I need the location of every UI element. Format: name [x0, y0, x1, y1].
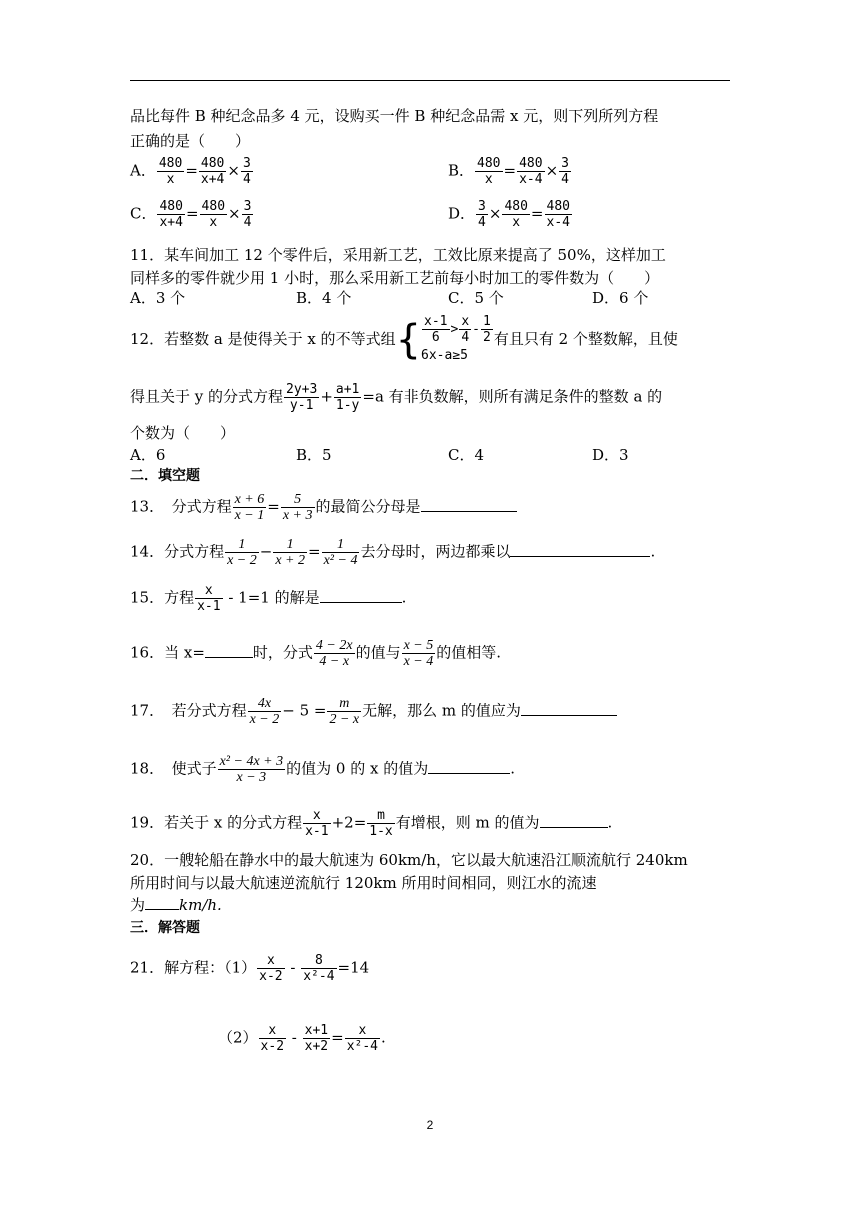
q10-line2: 正确的是（ ） [130, 132, 251, 150]
q15: 15．方程 $\frac{x}{x-1}$ - 1=1 的解是 . [130, 583, 407, 614]
q17: 17． 若分式方程 $\frac{4x}{x - 2}$ − 5 = $\frac{m}{2 - x}$ 无解，那么 m 的值应为 [130, 696, 617, 727]
q12-line1: 12．若整数 a 是使得关于 x 的不等式组{ $\frac{x-1}{6}$ > $\frac{x}{4}$ - $\frac{1}{2}$ 6x-a≥5 有且只有 2 个整数解，且使 [130, 310, 678, 368]
q21-part1: 21．解方程：（1） $\frac{x}{x-2}$ - $\frac{8}{\text{x²-4}}$ =14 [130, 953, 370, 984]
q12-option-b: B．5 [296, 446, 332, 464]
q10-option-b: B． $\frac{480}{x}$ = $\frac{480}{x-4}$ × $\frac{3}{4}$ [448, 156, 569, 187]
q16-answer-blank [205, 643, 253, 658]
section-fill-in-blank: 二．填空题 [130, 468, 200, 484]
q21-part2: （2） $\frac{x}{x-2}$ - $\frac{x+1}{x+2}$ = $\frac{x}{\text{x²-4}}$ . [218, 1023, 386, 1054]
q13-answer-blank [421, 497, 517, 512]
q11-option-d: D．6 个 [592, 289, 649, 307]
q18: 18． 使式子 $\frac{\text{x² − 4x + 3}}{x - 3}$ 的值为 0 的 x 的值为 . [130, 754, 515, 785]
header-rule [130, 80, 730, 81]
q11-option-b: B．4 个 [296, 289, 352, 307]
q12-line3: 个数为（ ） [130, 424, 236, 442]
q20-line2: 所用时间与以最大航速逆流航行 120km 所用时间相同，则江水的流速 [130, 874, 597, 892]
q15-answer-blank [320, 588, 402, 603]
q12-option-d: D．3 [592, 446, 629, 464]
q14-answer-blank [510, 542, 650, 557]
q12-option-c: C．4 [448, 446, 485, 464]
page-number: 2 [426, 1118, 434, 1132]
inequality-system: $\frac{x-1}{6}$ > $\frac{x}{4}$ - $\frac{1}{2}$ 6x-a≥5 [421, 313, 491, 363]
q10-option-a: A． $\frac{480}{x}$ = $\frac{480}{x+4}$ × $\frac{3}{4}$ [130, 156, 251, 187]
q11-line1: 11．某车间加工 12 个零件后，采用新工艺，工效比原来提高了 50%，这样加工 [130, 246, 666, 264]
q16: 16．当 x= 时，分式 $\frac{4 - 2x}{4 - x}$ 的值与 $\frac{x - 5}{x - 4}$ 的值相等. [130, 638, 502, 669]
q13: 13． 分式方程 $\frac{x + 6}{x - 1}$ = $\frac{5}{x + 3}$ 的最简公分母是 [130, 492, 517, 523]
q19-answer-blank [540, 813, 608, 828]
q11-option-c: C．5 个 [448, 289, 504, 307]
q19: 19．若关于 x 的分式方程 $\frac{x}{x-1}$ +2= $\frac{m}{1-x}$ 有增根，则 m 的值为 . [130, 808, 613, 839]
system-brace: { [395, 317, 422, 363]
section-solve: 三．解答题 [130, 920, 200, 936]
q10-line1: 品比每件 B 种纪念品多 4 元，设购买一件 B 种纪念品需 x 元，则下列所列方程 [130, 107, 659, 125]
q10-option-d: D． $\frac{3}{4}$ × $\frac{480}{x}$ = $\frac{480}{x-4}$ [448, 199, 570, 230]
q10-option-c: C． $\frac{480}{x+4}$ = $\frac{480}{x}$ × $\frac{3}{4}$ [130, 199, 252, 230]
q20-answer-blank [145, 895, 179, 910]
q18-answer-blank [428, 759, 510, 774]
q11-line2: 同样多的零件就少用 1 小时，那么采用新工艺前每小时加工的零件数为（ ） [130, 269, 660, 287]
q17-answer-blank [521, 701, 617, 716]
q20-line3: 为 km/h. [130, 896, 222, 914]
q11-option-a: A．3 个 [130, 289, 186, 307]
q20-line1: 20．一艘轮船在静水中的最大航速为 60km/h，它以最大航速沿江顺流航行 240km [130, 851, 688, 869]
q12-line2: 得且关于 y 的分式方程 $\frac{2y+3}{y-1}$ + $\frac{a+1}{1-y}$ =a 有非负数解，则所有满足条件的整数 a 的 [130, 382, 663, 413]
q12-option-a: A．6 [130, 446, 166, 464]
q14: 14．分式方程 $\frac{1}{x - 2}$ − $\frac{1}{x + 2}$ = $\frac{1}{\text{x² − 4}}$ 去分母时，两边都乘以 . [130, 537, 656, 568]
